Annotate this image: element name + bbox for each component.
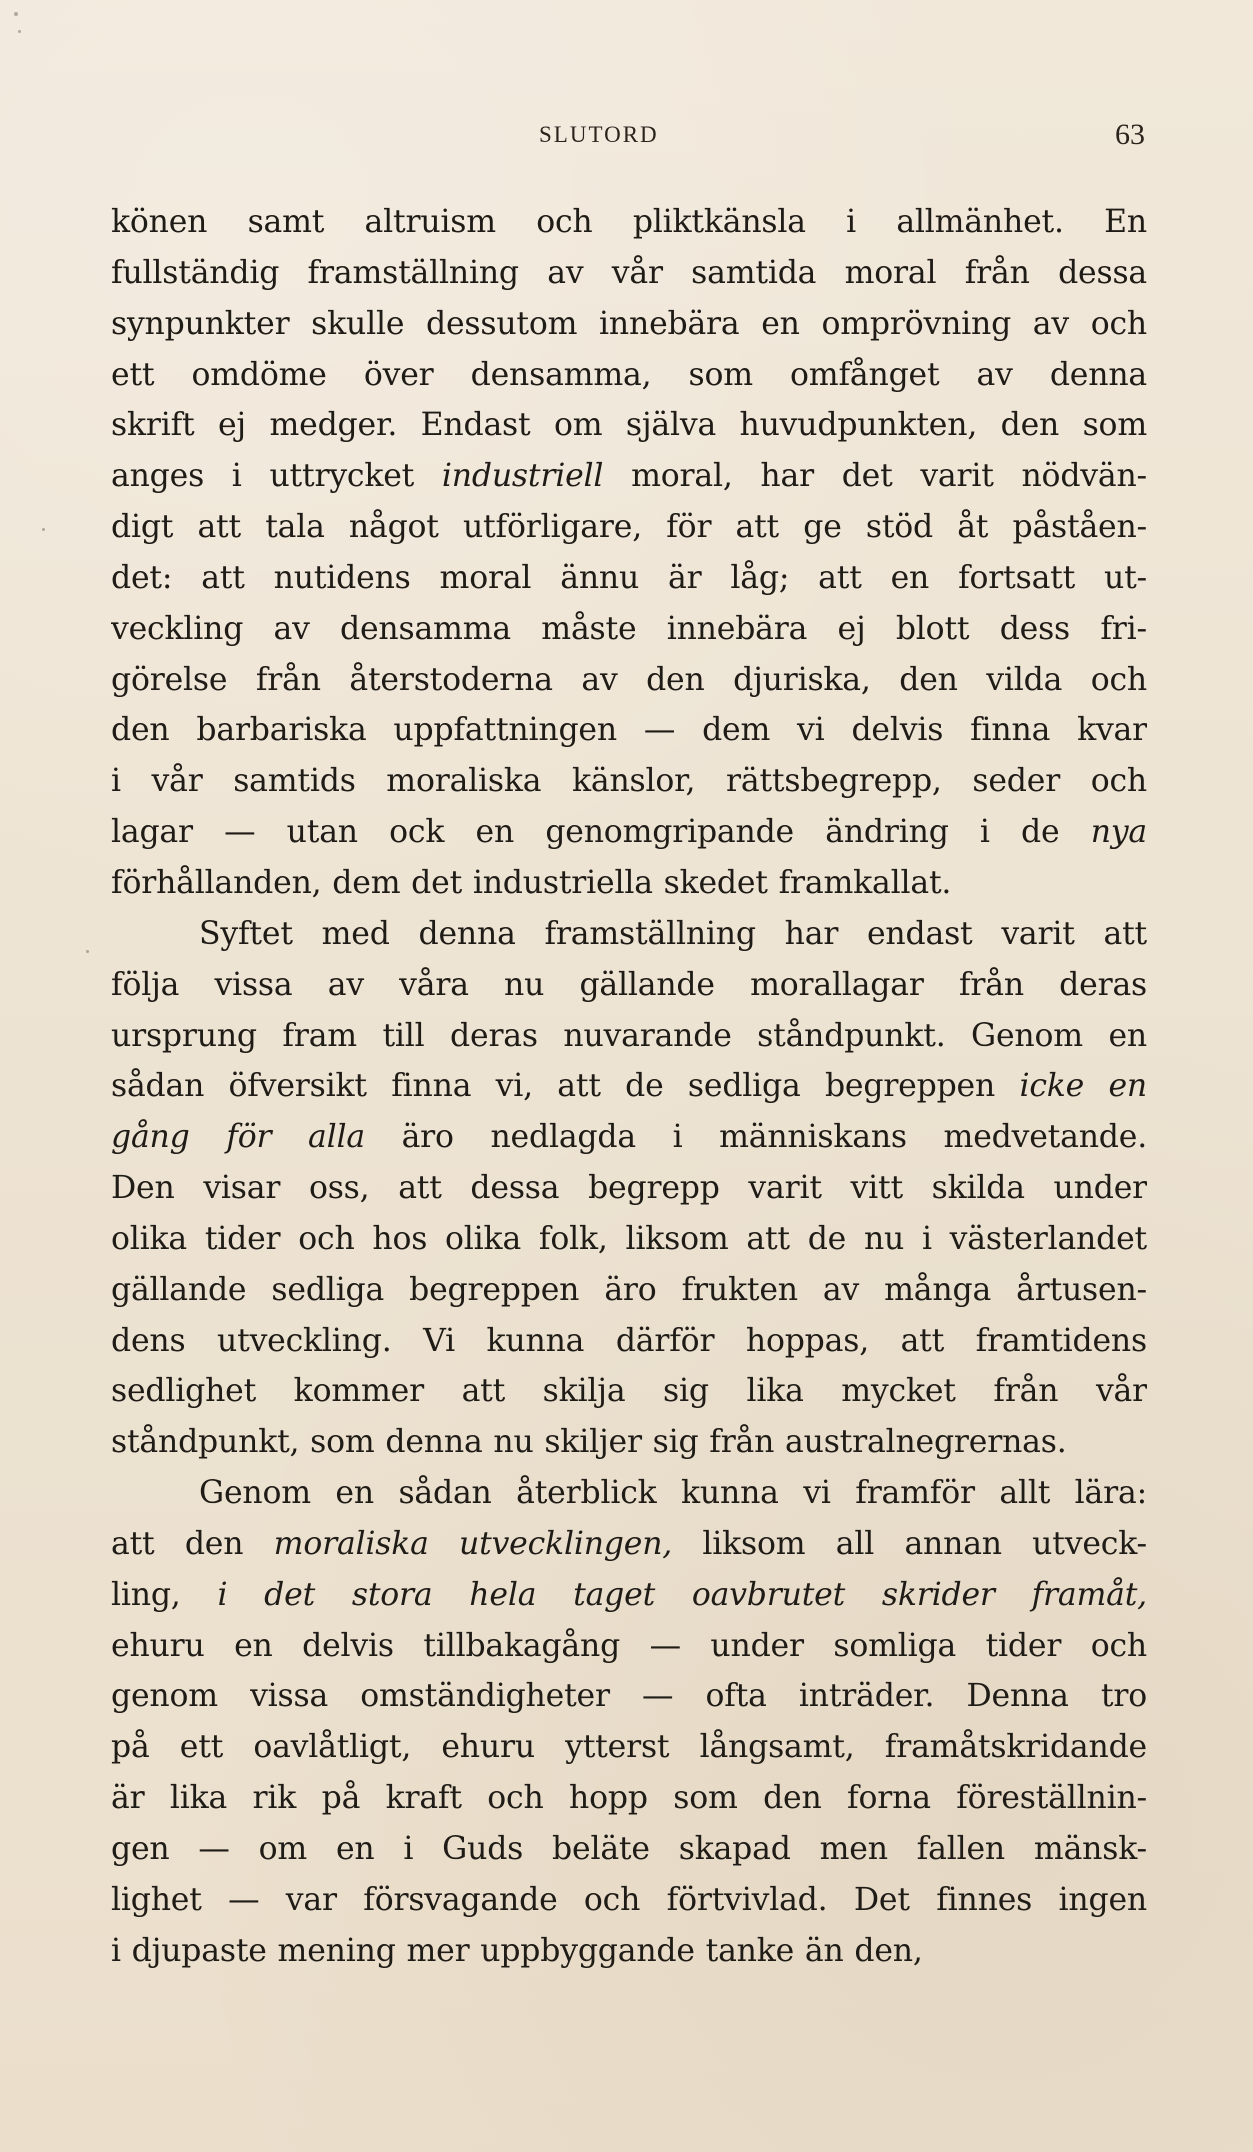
paper-speck xyxy=(14,12,18,16)
text-run: det: att nutidens moral ännu är låg; att en fortsatt ut- xyxy=(111,559,1147,596)
text-line xyxy=(111,1468,1147,1519)
text-line xyxy=(111,807,1147,858)
text-line xyxy=(111,1926,1147,1977)
text-line xyxy=(111,909,1147,960)
text-line xyxy=(111,451,1147,502)
text-run: Genom en sådan återblick kunna vi framför allt lära: xyxy=(199,1475,1147,1512)
text-run: lagar — utan ock en genomgripande ändring i de xyxy=(111,814,1091,851)
text-line xyxy=(111,1773,1147,1824)
text-run: könen samt altruism och pliktkänsla i allmänhet. En xyxy=(111,204,1147,240)
italic-text: industriell xyxy=(441,458,604,495)
running-head: SLUTORD xyxy=(539,122,659,147)
text-line xyxy=(111,1519,1147,1570)
text-line xyxy=(111,858,1147,909)
paper-speck xyxy=(18,30,21,33)
text-run: görelse från återstoderna av den djuriska, den vilda och xyxy=(111,661,1147,698)
text-run: i djupaste mening mer uppbyggande tanke än den, xyxy=(111,1932,923,1969)
text-run: skrift ej medger. Endast om själva huvudpunkten, den som xyxy=(111,407,1147,444)
text-line xyxy=(111,1061,1147,1112)
text-run: moral, har det varit nödvän- xyxy=(603,458,1147,495)
text-line xyxy=(111,197,1147,248)
text-line xyxy=(111,1214,1147,1265)
text-run: ehuru en delvis tillbakagång — under somliga tider och xyxy=(111,1627,1147,1664)
text-line xyxy=(111,1570,1147,1621)
text-line xyxy=(111,1366,1147,1417)
text-line xyxy=(111,1163,1147,1214)
text-line xyxy=(111,1011,1147,1062)
text-line xyxy=(111,756,1147,807)
text-run: i vår samtids moraliska känslor, rättsbegrepp, seder och xyxy=(111,763,1147,800)
text-run: ursprung fram till deras nuvarande ståndpunkt. Genom en xyxy=(111,1017,1147,1054)
text-run: äro nedlagda i människans medvetande. xyxy=(364,1119,1147,1156)
text-line xyxy=(111,248,1147,299)
text-line xyxy=(111,960,1147,1011)
text-run: följa vissa av våra nu gällande morallagar från deras xyxy=(111,966,1147,1003)
text-line xyxy=(111,1621,1147,1672)
text-run: lighet — var försvagande och förtvivlad. Det finnes ingen xyxy=(111,1881,1147,1918)
text-line xyxy=(111,1112,1147,1163)
text-run: sådan öfversikt finna vi, att de sedliga begreppen xyxy=(111,1068,1020,1105)
text-line xyxy=(111,553,1147,604)
page-number: 63 xyxy=(1115,118,1145,151)
text-line xyxy=(111,1722,1147,1773)
italic-text: gång för alla xyxy=(111,1119,365,1156)
text-run: ståndpunkt, som denna nu skiljer sig från australnegrernas. xyxy=(111,1424,1067,1461)
text-run: att den xyxy=(111,1525,274,1562)
text-run: synpunkter skulle dessutom innebära en omprövning av och xyxy=(111,305,1147,342)
text-run: Den visar oss, att dessa begrepp varit vitt skilda under xyxy=(111,1170,1147,1207)
text-run: är lika rik på kraft och hopp som den forna föreställnin- xyxy=(111,1780,1147,1817)
text-run: förhållanden, dem det industriella skedet framkallat. xyxy=(111,864,952,901)
text-line xyxy=(111,350,1147,401)
text-run: gen — om en i Guds beläte skapad men fallen mänsk- xyxy=(111,1831,1147,1867)
text-run: dens utveckling. Vi kunna därför hoppas, att framtidens xyxy=(111,1322,1147,1359)
text-line xyxy=(111,705,1147,756)
text-run: den barbariska uppfattningen — dem vi delvis finna kvar xyxy=(111,712,1147,749)
paper-speck xyxy=(86,950,89,953)
text-line xyxy=(111,655,1147,706)
text-line xyxy=(111,1316,1147,1367)
page-header xyxy=(0,116,1253,156)
text-line xyxy=(111,1417,1147,1468)
text-run: veckling av densamma måste innebära ej blott dess fri- xyxy=(111,610,1147,647)
text-line xyxy=(111,299,1147,350)
text-run: liksom all annan utveck- xyxy=(672,1525,1147,1562)
text-run: fullständig framställning av vår samtida moral från dessa xyxy=(111,254,1147,291)
text-run: digt att tala något utförligare, för att ge stöd åt påståen- xyxy=(111,509,1147,546)
italic-text: moraliska utvecklingen, xyxy=(273,1525,673,1562)
text-run: gällande sedliga begreppen äro frukten av många årtusen- xyxy=(111,1271,1147,1308)
text-run: olika tider och hos olika folk, liksom att de nu i västerlandet xyxy=(111,1220,1147,1257)
text-line xyxy=(111,1265,1147,1316)
text-run: genom vissa omständigheter — ofta inträder. Denna tro xyxy=(111,1678,1147,1715)
text-run: ling, xyxy=(111,1576,218,1613)
text-line xyxy=(111,604,1147,655)
text-run: på ett oavlåtligt, ehuru ytterst långsamt, framåtskridande xyxy=(111,1729,1147,1766)
text-run: Syftet med denna framställning har endast varit att xyxy=(199,915,1147,952)
italic-text: i det stora hela taget oavbrutet skrider framåt, xyxy=(217,1576,1147,1613)
italic-text: nya xyxy=(1090,814,1147,851)
text-line xyxy=(111,1875,1147,1926)
text-line xyxy=(111,1671,1147,1722)
text-line xyxy=(111,1824,1147,1875)
text-line xyxy=(111,502,1147,553)
italic-text: icke en xyxy=(1019,1068,1147,1105)
body-text xyxy=(111,197,1147,1977)
text-line xyxy=(111,400,1147,451)
text-run: anges i uttrycket xyxy=(111,458,442,495)
text-run: sedlighet kommer att skilja sig lika mycket från vår xyxy=(111,1373,1147,1410)
paper-speck xyxy=(42,528,45,531)
text-run: ett omdöme över densamma, som omfånget av denna xyxy=(111,356,1147,393)
